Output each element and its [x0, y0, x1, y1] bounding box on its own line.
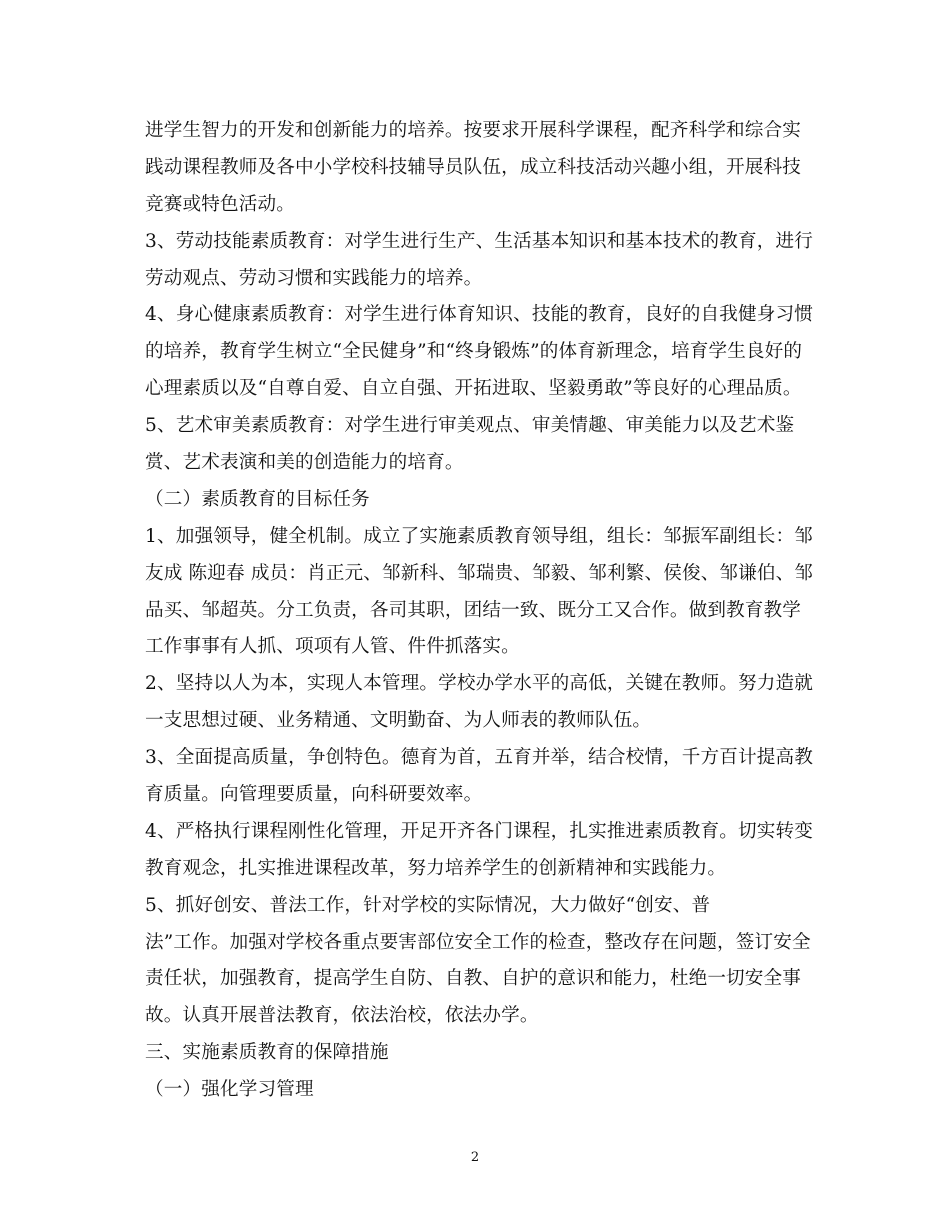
text-line: 的培养，教育学生树立“全民健身”和“终身锻炼”的体育新理念，培育学生良好的 [145, 341, 803, 363]
text-line: 育质量。向管理要质量，向科研要效率。 [145, 784, 483, 806]
text-line: 品买、邹超英。分工负责，各司其职，团结一致、既分工又合作。做到教育教学 [145, 599, 802, 621]
text-line: 2、坚持以人为本，实现人本管理。学校办学水平的高低，关键在教师。努力造就 [145, 673, 814, 695]
text-line: 1、加强领导，健全机制。成立了实施素质教育领导组，组长：邹振军副组长：邹 [145, 525, 814, 547]
document-body [145, 113, 813, 1109]
text-line: 4、严格执行课程刚性化管理，开足开齐各门课程，扎实推进素质教育。切实转变 [145, 820, 814, 842]
text-line: 法”工作。加强对学校各重点要害部位安全工作的检查，整改存在问题，签订安全 [145, 931, 811, 953]
text-line: 4、身心健康素质教育：对学生进行体育知识、技能的教育，良好的自我健身习惯 [145, 304, 814, 326]
text-line: 一支思想过硬、业务精通、文明勤奋、为人师表的教师队伍。 [145, 710, 652, 732]
text-line: 进学生智力的开发和创新能力的培养。按要求开展科学课程，配齐科学和综合实 [145, 120, 802, 141]
text-line: 责任状，加强教育，提高学生自防、自教、自护的意识和能力，杜绝一切安全事 [145, 968, 802, 990]
text-line: 心理素质以及“自尊自爱、自立自强、开拓进取、坚毅勇敢”等良好的心理品质。 [145, 378, 802, 400]
text-line: 劳动观点、劳动习惯和实践能力的培养。 [145, 267, 483, 289]
text-line: 3、劳动技能素质教育：对学生进行生产、生活基本知识和基本技术的教育，进行 [145, 230, 814, 252]
text-line: 故。认真开展普法教育，依法治校，依法办学。 [145, 1005, 539, 1027]
text-line: 教育观念，扎实推进课程改革，努力培养学生的创新精神和实践能力。 [145, 857, 727, 879]
text-line: 竞赛或特色活动。 [145, 193, 295, 215]
text-line: 3、全面提高质量，争创特色。德育为首，五育并举，结合校情，千方百计提高教 [145, 747, 814, 769]
text-line: 工作事事有人抓、项项有人管、件件抓落实。 [145, 636, 520, 658]
text-line: 5、抓好创安、普法工作，针对学校的实际情况，大力做好“创安、普 [145, 894, 711, 916]
section-heading: （二）素质教育的目标任务 [145, 488, 370, 510]
section-heading: （一）强化学习管理 [145, 1079, 314, 1101]
text-line: 友成 陈迎春 成员：肖正元、邹新科、邹瑞贵、邹毅、邹利繁、侯俊、邹谦伯、邹 [145, 562, 814, 584]
text-line: 赏、艺术表演和美的创造能力的培育。 [145, 452, 464, 474]
text-line: 5、艺术审美素质教育：对学生进行审美观点、审美情趣、审美能力以及艺术鉴 [145, 415, 795, 437]
page-number: 2 [470, 1150, 480, 1165]
section-heading: 三、实施素质教育的保障措施 [145, 1042, 389, 1064]
text-line: 践动课程教师及各中小学校科技辅导员队伍，成立科技活动兴趣小组，开展科技 [145, 156, 802, 178]
